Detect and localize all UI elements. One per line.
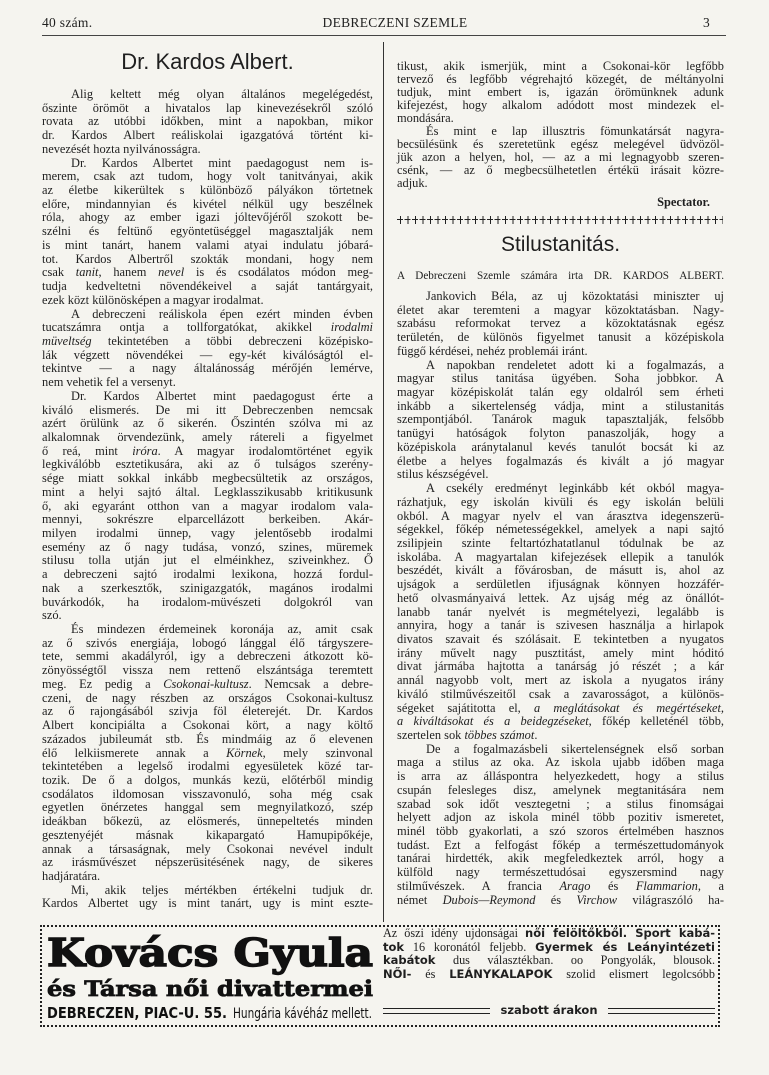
text-segment: sége miatt sokkal inkább megbecsültetik az országos,: [42, 471, 373, 486]
text-segment: életbe a helyes fogalmazás és kivált a jó magyar: [397, 453, 724, 468]
text-line: [42, 335, 373, 349]
text-segment: külföld nagy természettudósai egyszersmind nagy: [397, 865, 724, 880]
text-segment: az életbe kikerültek s különböző pályákon törtetnek: [42, 183, 373, 198]
text-segment: ezek közt különösképen a magyar irodalmat.: [42, 292, 264, 307]
italic-text: müveltség: [42, 333, 92, 348]
text-line: [397, 290, 724, 304]
text-line: [42, 472, 373, 486]
text-segment: stilusu tolla utján jut el elméinkhez, sziveinkhez. Ő: [42, 553, 373, 568]
text-segment: területén, de különös figyelmet tanusit a középiskola: [397, 330, 724, 345]
text-line: [42, 678, 373, 692]
text-segment: zönyösségtől vissza nem rettenő elszántsága teremtett: [42, 663, 373, 678]
ornament-separator: [397, 216, 723, 224]
text-segment: és: [590, 878, 636, 893]
text-segment: őszinte örömöt a hivatalos lap kinevezésekről szóló: [42, 100, 373, 115]
bold-text: Gyermek és Leányintézeti: [535, 939, 716, 954]
text-segment: De a fogalmazásbeli sikertelenségnek első sorban: [426, 741, 724, 756]
text-segment: tekintve — a nagy általánosság mérőjén lemérve,: [42, 361, 373, 376]
text-segment: És mint e lap illusztris fömunkatársát nagyra-: [426, 124, 724, 138]
text-segment: szertelen sok: [397, 728, 465, 742]
text-line: [42, 650, 373, 664]
text-line: [397, 674, 724, 688]
text-line: [42, 362, 373, 376]
italic-text: tanit: [75, 265, 99, 280]
text-segment: milyen irodalmi ünnep, vagy jelentősebb irodalmi: [42, 526, 373, 540]
text-segment: és: [411, 967, 450, 982]
text-segment: lák végzett növendékei — egy-két kiválóságtól el-: [42, 347, 373, 362]
text-line: [397, 164, 724, 177]
text-line: [42, 719, 373, 733]
text-line: [42, 760, 373, 774]
text-segment: A debreczeni reáliskola épen ezért minden évben: [71, 306, 373, 321]
text-line: [42, 170, 373, 184]
text-line: [42, 184, 373, 198]
text-segment: buvárkodók, ha irodalom-müvészeti dolgokról van: [42, 594, 373, 609]
text-line: [397, 345, 724, 359]
text-line: [42, 692, 373, 706]
text-line: [42, 815, 373, 829]
italic-text: Arago: [559, 878, 591, 893]
text-line: [42, 705, 373, 719]
text-segment: hető olvasmányaivá lettek. Az ujság még az önállót-: [397, 590, 724, 605]
text-segment: zsilipjein szinte feltartózhatatlanul tódulnak be az: [397, 535, 724, 550]
text-line: [397, 880, 724, 894]
text-line: [397, 811, 724, 825]
text-segment: előre, mindannyian és kivétel nélkül ugy beszélnek: [42, 196, 373, 211]
text-segment: középiskola aránytalanul kevés tanulót bocsát ki az: [397, 439, 724, 454]
text-line: [42, 843, 373, 857]
text-line: [397, 304, 724, 318]
text-line: [397, 331, 724, 345]
text-line: [397, 468, 724, 482]
text-segment: minél több gyakorlati, a szó szoros értelmében hasznos: [397, 824, 724, 839]
text-line: [383, 940, 715, 954]
text-segment: jük azon a helyen, hol, — az a mi legnagyobb szeren-: [397, 150, 724, 164]
text-line: [42, 143, 373, 157]
ad-text: [383, 926, 715, 981]
text-line: [42, 527, 373, 541]
text-line: [42, 582, 373, 596]
text-line: [42, 897, 373, 911]
text-segment: tanárai hirdették, akik megfeledkeztek arról, hogy a: [397, 851, 724, 866]
text-segment: tanügyi hatóságok folyton panaszolják, hogy a: [397, 426, 724, 441]
italic-text: Virchow: [576, 892, 618, 907]
text-segment: ideákban bőkezü, az elösmerés, ünnepeltetés minden: [42, 814, 373, 829]
text-segment: Kardos Albertet ugy is mint tanárt, ugy is mint eszte-: [42, 896, 373, 911]
text-segment: stilus készségével.: [397, 467, 489, 482]
double-rule: [608, 1008, 715, 1014]
text-line: [397, 839, 724, 853]
text-segment: lanabb tanár nyelvét is megmételyezi, legalább is: [397, 604, 724, 619]
italic-text: irodalmi: [330, 320, 373, 335]
text-segment: életet akar teremteni a magyar közoktatásban. Nagy-: [397, 302, 724, 317]
text-line: [42, 568, 373, 582]
text-segment: Dr. Kardos Albertet mint paedagogust érte a: [71, 388, 373, 403]
text-segment: tudást. Ezt a felfogást főkép a természettudományok: [397, 837, 724, 852]
text-segment: kifejezést, hogy alkalom adódott most mindezek el-: [397, 98, 724, 112]
text-segment: ujságok a serdületlen ifjuságnak könnyen hozzáfér-: [397, 577, 724, 592]
text-segment: tekintetében a legelső irodalmi egyesületek közé tar-: [42, 759, 373, 774]
text-line: [42, 747, 373, 761]
text-line: [42, 856, 373, 870]
text-line: [42, 801, 373, 815]
text-segment: alkalomnak örvendezünk, amely rátereli a figyelmet: [42, 429, 373, 444]
text-line: [397, 770, 724, 784]
ad-price-text: szabott árakon: [500, 1003, 598, 1017]
text-segment: rovata az utóbbi időkben, mint a napokban, mikor: [42, 114, 373, 129]
text-segment: irány művelt nagy pusztitást, amely mint hóditó: [397, 645, 724, 660]
text-segment: csupán felesleges disz, amelynek megtanitására nem: [397, 782, 724, 797]
text-line: [383, 926, 715, 940]
text-segment: hadjáratára.: [42, 868, 101, 883]
ad-subtitle: és Társa női divattermei: [47, 976, 374, 1001]
text-segment: Mi, akik teljes mértékben értékelni tudjuk dr.: [71, 882, 373, 897]
text-segment: . Nemcsak a debre-: [248, 676, 373, 691]
text-line: [397, 715, 724, 729]
text-segment: ő, aki egyaránt otthon van a magyar irodalom vala-: [42, 498, 373, 513]
text-line: [42, 788, 373, 802]
text-segment: tudjuk, mint embert is, igazán örömünknek adunk: [397, 85, 724, 99]
text-line: [397, 756, 724, 770]
text-line: [42, 486, 373, 500]
text-line: [42, 458, 373, 472]
bold-text: NŐI-: [383, 967, 412, 982]
text-segment: szabásu reformokat tervez a közoktatásnak egész: [397, 316, 724, 331]
text-segment: az irásművészet népszerüsitésének nagy, de sikeres: [42, 855, 373, 870]
italic-text: a meglátásokat és megértéseket,: [534, 700, 724, 715]
text-line: [397, 564, 724, 578]
text-line: [397, 660, 724, 674]
text-line: [42, 321, 373, 335]
text-segment: szélni és feltünő egyöntetüséggel magasztalják nem: [42, 224, 373, 239]
text-line: [397, 372, 724, 386]
text-line: [42, 664, 373, 678]
text-segment: okból. A magyar nyelv el van árasztva idegenszerü-: [397, 508, 724, 523]
text-line: [397, 606, 724, 620]
text-segment: beszédét, kivált a fővárosban, de másutt is, ahol az: [397, 563, 724, 578]
text-line: [42, 404, 373, 418]
text-segment: az ő rajongásából szivja föl életerejét. Dr. Kardos: [42, 704, 373, 719]
text-line: [397, 592, 724, 606]
text-segment: És mindezen érdemeinek koronája az, amit csak: [71, 622, 373, 637]
text-line: [42, 884, 373, 898]
text-segment: egyetlen önérzetes hanggal sem megnyilatkozó, szép: [42, 800, 373, 815]
text-line: [383, 953, 715, 967]
text-line: [397, 784, 724, 798]
text-line: [42, 513, 373, 527]
text-segment: ő reá, mint: [42, 443, 133, 458]
text-line: [42, 129, 373, 143]
text-line: [397, 413, 724, 427]
text-line: [42, 554, 373, 568]
column-divider: [383, 42, 384, 922]
italic-text: többes számot: [464, 728, 535, 742]
text-line: [397, 386, 724, 400]
text-segment: kiváló elismerés. De mi itt Debreczenben nemcsak: [42, 402, 373, 417]
ad-address: DEBRECZEN, PIAC-U. 55.: [47, 1004, 227, 1022]
right-column-text: [397, 60, 724, 190]
italic-text: a kiváltásokat és a beidegzéseket: [397, 714, 589, 729]
text-line: [397, 441, 724, 455]
text-segment: nem vehetik fel a versenyt.: [42, 375, 176, 390]
text-line: [42, 225, 373, 239]
text-segment: is arra az álláspontra helyezkedett, hogy a stilus: [397, 769, 724, 784]
text-segment: tot. Kardos Albertről szokták mondani, hogy nem: [42, 251, 373, 266]
text-line: [42, 88, 373, 102]
text-segment: ségeket sajátitotta el,: [397, 700, 534, 715]
text-line: [397, 551, 724, 565]
text-segment: azért örülünk az ő sikerén. Őszintén szólva mi az: [42, 416, 373, 431]
text-line: [42, 541, 373, 555]
text-line: [42, 102, 373, 116]
text-segment: róla, ahogy az ember igazi jóltevőjéről szokott be-: [42, 210, 373, 225]
text-segment: is és csodálatos módon meg-: [184, 265, 373, 280]
text-segment: világraszóló ha-: [617, 892, 724, 907]
ad-location: Hungária kávéház mellett.: [233, 1006, 372, 1022]
text-line: [397, 510, 724, 524]
text-segment: legkiválóbb esztetikusára, aki az ő tulságos szerény-: [42, 457, 373, 472]
text-line: [42, 445, 373, 459]
text-line: [42, 870, 373, 884]
text-line: [42, 308, 373, 322]
text-segment: , a: [697, 878, 724, 893]
italic-text: Csokonai-kultusz: [163, 676, 249, 691]
text-line: [397, 729, 724, 743]
text-segment: kiváló stilművészeitől csak a zavarosságot, a különös-: [397, 686, 724, 701]
advertisement-logo: [46, 930, 376, 1022]
text-line: [397, 177, 724, 190]
text-segment: esemény az ő nagy tudása, vonzó, szines, müremek: [42, 539, 373, 554]
italic-text: Körnek: [226, 745, 263, 760]
bold-text: női felöltőkből. Sport kabá-: [525, 926, 715, 940]
double-rule: [383, 1008, 490, 1014]
text-segment: csénk, — az ő megbecsülhetetlen értékü irásait közre-: [397, 163, 724, 177]
issue-number: 40 szám.: [42, 15, 93, 30]
text-segment: Alig keltett még olyan általános megelégedést,: [71, 87, 373, 101]
text-segment: mondására.: [397, 111, 454, 125]
text-line: [397, 894, 724, 908]
text-segment: szó.: [42, 608, 62, 623]
text-segment: .: [534, 728, 538, 742]
text-segment: meg. Ez pedig a: [42, 676, 164, 691]
text-segment: czeni, de nagy részben az országos Csokonai-kultusz: [42, 690, 373, 705]
text-line: [397, 866, 724, 880]
text-line: [42, 774, 373, 788]
text-line: [42, 239, 373, 253]
italic-text: Dubois—Reymond: [442, 892, 536, 907]
text-segment: nevezését hozta nyilvánosságra.: [42, 141, 201, 156]
text-segment: becsülésünk és szeretetünk egész melegével üdvözöl-: [397, 137, 724, 151]
text-line: [42, 198, 373, 212]
italic-text: iróra: [132, 443, 158, 458]
text-segment: tozik. De ő a dolgos, munkás kezü, előtérből mindig: [42, 772, 373, 787]
text-segment: , hanem: [98, 265, 159, 280]
text-segment: szabad sok időt vesztegetni ; a stilus finomságai: [397, 796, 724, 811]
text-segment: maga a stilus az oka. Az iskola ujabb időben maga: [397, 755, 724, 770]
italic-text: Flammarion: [635, 878, 698, 893]
text-line: [42, 115, 373, 129]
text-line: [397, 578, 724, 592]
text-segment: csodálatos ildomosan visszavonuló, soha még csak: [42, 786, 373, 801]
text-line: [42, 829, 373, 843]
italic-text: nevel: [158, 265, 185, 280]
text-segment: az ő szivós energiája, lobogó lánggal élő tárgyszere-: [42, 635, 373, 650]
text-segment: tudja kedveltetni növendékeivel a saját tantárgyait,: [42, 279, 373, 294]
text-segment: függő kérdései, nehéz problemái iránt.: [397, 343, 588, 358]
text-line: [397, 482, 724, 496]
text-segment: annyira, hogy a tanár is szivesen használja a hirlapok: [397, 618, 724, 633]
text-line: [397, 317, 724, 331]
text-line: [42, 211, 373, 225]
text-line: [42, 596, 373, 610]
text-line: [397, 537, 724, 551]
article2-text: [397, 290, 724, 907]
bold-text: kabátok: [383, 953, 436, 968]
text-segment: adjuk.: [397, 176, 428, 190]
text-segment: élő lelkiismerete annak a: [42, 745, 227, 760]
text-segment: Dr. Kardos Albertet mint paedagogust nem is-: [71, 155, 373, 170]
text-line: [397, 523, 724, 537]
text-line: [397, 496, 724, 510]
bold-text: LEÁNYKALAPOK: [449, 967, 553, 982]
text-segment: tete, semmi akadályról, igy a debreczeni átkozott kö-: [42, 649, 373, 664]
text-line: [397, 633, 724, 647]
text-line: [42, 637, 373, 651]
header-rule: [42, 35, 726, 36]
article-title-2: Stilustanitás.: [500, 233, 621, 256]
text-segment: és: [535, 892, 577, 907]
text-line: [42, 733, 373, 747]
text-line: [397, 852, 724, 866]
text-segment: magyar középiskolát talán egy oldalról sem érheti: [397, 385, 724, 400]
text-segment: csak: [42, 265, 76, 280]
text-segment: Albert koncipiálta a Csokonai kört, a nagy költő: [42, 718, 373, 733]
text-segment: szolid elismert legolcsóbb: [552, 967, 715, 982]
text-line: [397, 619, 724, 633]
text-line: [397, 359, 724, 373]
text-line: [42, 376, 373, 390]
text-line: [397, 647, 724, 661]
text-segment: merem, csak azt tudom, hogy volt tanitványai, akik: [42, 169, 373, 184]
text-line: [42, 500, 373, 514]
byline: A Debreczeni Szemle számára irta DR. KARDOS ALBERT.: [397, 270, 724, 282]
text-segment: ségekkel, főkép németességekkel, amelyek a napi sajtó: [397, 522, 724, 537]
text-segment: mint a helyi sajtó által. Legklasszikusabb kritikusunk: [42, 484, 373, 499]
text-line: [397, 427, 724, 441]
text-line: [397, 743, 724, 757]
text-line: [42, 390, 373, 404]
text-segment: A csekély eredményt leginkább két okból magya-: [426, 481, 724, 496]
text-line: [42, 253, 373, 267]
text-line: [42, 417, 373, 431]
text-line: [42, 157, 373, 171]
text-segment: helyett adjon az iskola minél több pozitiv ismeretet,: [397, 810, 724, 825]
text-segment: rázhatjuk, egy iskolán kivüli és egy iskolán belüli: [397, 494, 724, 509]
page-number: 3: [703, 15, 711, 30]
text-segment: német: [397, 892, 443, 907]
text-line: [397, 702, 724, 716]
text-segment: iskolába. A magyartalan kifejezések ellepik a tanulók: [397, 549, 724, 564]
bold-text: tok: [383, 939, 405, 954]
text-line: [42, 609, 373, 623]
ad-company-name: Kovács Gyula: [47, 930, 373, 975]
text-segment: annak a társaságnak, mely Csokonai nevével indult: [42, 841, 373, 856]
text-line: [397, 688, 724, 702]
text-segment: tervező és legfőbb végrehajtó közegét, de méltányolni: [397, 72, 724, 86]
masthead: DEBRECZENI SZEMLE: [322, 15, 468, 30]
text-segment: Az őszi idény ujdonságai: [383, 926, 526, 940]
text-segment: gesztenyéjét másnak kikapargató Hamupipőkéje,: [42, 827, 373, 842]
text-segment: A napokban rendeletet adott ki a fogalmazás, a: [426, 357, 724, 372]
text-segment: tucatszámra ontja a tollforgatókat, akikkel: [42, 320, 331, 335]
text-segment: inkább a sikertelenség vádja, mint a stilustanitás: [397, 398, 724, 413]
ad-price-line: [383, 1003, 715, 1018]
text-line: [397, 825, 724, 839]
text-segment: szempontjából. Tanárok maguk tapasztalják, felsőbb: [397, 412, 724, 427]
text-segment: is mint tanárt, hanem valami atyai indulatu jóbará-: [42, 237, 373, 252]
text-segment: a debreczeni sajtó irodalmi lexikona, hozzá fordul-: [42, 567, 373, 582]
text-line: [397, 455, 724, 469]
text-segment: mennyi, sokrészre elparcellázott berkeiben. Akár-: [42, 512, 373, 527]
text-segment: tikust, akik ismerjük, mint a Csokonai-kör legfőbb: [397, 59, 724, 73]
text-line: [42, 623, 373, 637]
text-line: [42, 280, 373, 294]
text-segment: tekintetében a többi debreczeni középisko-: [91, 333, 373, 348]
text-segment: magyar stilus tanitása ügyében. Soha jobbkor. A: [397, 371, 724, 386]
text-line: [397, 798, 724, 812]
text-line: [397, 400, 724, 414]
text-line: [42, 294, 373, 308]
text-segment: dus választékban. oo Pongyolák, blousok.: [435, 953, 715, 968]
article-title: Dr. Kardos Albert.: [121, 49, 294, 74]
text-segment: . A magyar irodalomtörténet egyik: [157, 443, 373, 458]
text-segment: annál nagyobb volt, mert az iskola a nyugatos irány: [397, 673, 724, 688]
text-line: [42, 349, 373, 363]
text-segment: , főkép kelleténél több,: [588, 714, 724, 729]
text-segment: stilművészek. A francia: [397, 878, 560, 893]
text-segment: dr. Kardos Albert reáliskolai igazgatóvá történt ki-: [42, 128, 373, 143]
text-line: [42, 431, 373, 445]
text-segment: 16 koronától feljebb.: [404, 939, 536, 954]
text-segment: százados jubileumát stb. És mindmáig az ő elevenen: [42, 731, 373, 746]
text-line: [42, 266, 373, 280]
text-segment: Jankovich Béla, az uj közoktatási miniszter uj: [426, 289, 724, 303]
text-segment: , mely szinvonal: [262, 745, 373, 760]
text-segment: divatos szavait és szólásait. E tekintetben a nyugatos: [397, 631, 724, 646]
text-segment: nak a szerkesztők, szinigazgatók, magános irodalmi: [42, 580, 373, 595]
text-line: [383, 967, 715, 981]
left-column-text: [42, 88, 373, 911]
signature: Spectator.: [657, 195, 710, 209]
text-segment: divat jármába hajtotta a tanárság jó részét ; a kár: [397, 659, 724, 674]
